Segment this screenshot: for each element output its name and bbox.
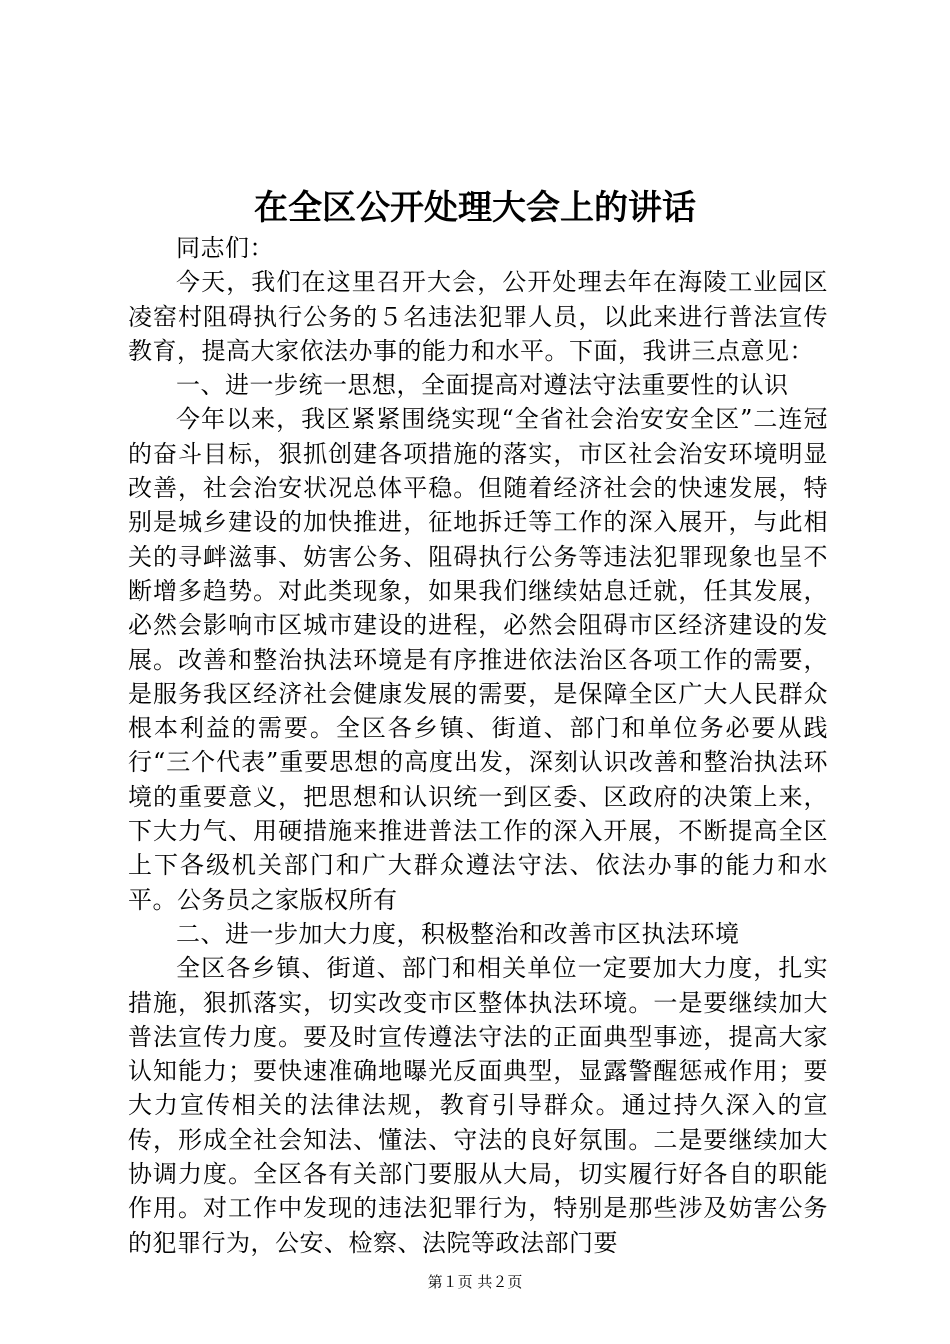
document-title: 在全区公开处理大会上的讲话 xyxy=(254,188,696,228)
paragraph-section-1: 今年以来，我区紧紧围绕实现“全省社会治安安全区”二连冠的奋斗目标，狠抓创建各项措施的落实，市区社会治安环境明显改善，社会治安状况总体平稳。但随着经济社会的快速发展，特别是城乡建设的加快推进，征地拆迁等工作的深入展开，与此相关的寻衅滋事、妨害公务、阻碍执行公务等违法犯罪现象也呈不断增多趋势。对此类现象，如果我们继续姑息迁就，任其发展，必然会影响市区城市建设的进程，必然会阻碍市区经济建设的发展。改善和整治执法环境是有序推进依法治区各项工作的需要，是服务我区经济社会健康发展的需要，是保障全区广大人民群众根本利益的需要。全区各乡镇、街道、部门和单位务必要从践行“三个代表”重要思想的高度出发，深刻认识改善和整治执法环境的重要意义，把思想和认识统一到区委、区政府的决策上来，下大力气、用硬措施来推进普法工作的深入开展，不断提高全区上下各级机关部门和广大群众遵法守法、依法办事的能力和水平。公务员之家版权所有 xyxy=(128,405,828,914)
document-body xyxy=(128,231,828,1260)
salutation: 同志们： xyxy=(176,234,274,262)
paragraph-intro: 今天，我们在这里召开大会，公开处理去年在海陵工业园区凌窑村阻碍执行公务的５名违法犯罪人员，以此来进行普法宣传教育，提高大家依法办事的能力和水平。下面，我讲三点意见： xyxy=(128,268,828,365)
section-heading-1: 一、进一步统一思想，全面提高对遵法守法重要性的认识 xyxy=(176,371,789,400)
page-number-footer: 第１页 共２页 xyxy=(427,1273,523,1291)
section-heading-2: 二、进一步加大力度，积极整治和改善市区执法环境 xyxy=(176,919,740,948)
paragraph-section-2: 全区各乡镇、街道、部门和相关单位一定要加大力度，扎实措施，狠抓落实，切实改变市区整体执法环境。一是要继续加大普法宣传力度。要及时宣传遵法守法的正面典型事迹，提高大家认知能力；要快速准确地曝光反面典型，显露警醒惩戒作用；要大力宣传相关的法律法规，教育引导群众。通过持久深入的宣传，形成全社会知法、懂法、守法的良好氛围。二是要继续加大协调力度。全区各有关部门要服从大局，切实履行好各自的职能作用。对工作中发现的违法犯罪行为，特别是那些涉及妨害公务的犯罪行为，公安、检察、法院等政法部门要 xyxy=(128,954,828,1257)
